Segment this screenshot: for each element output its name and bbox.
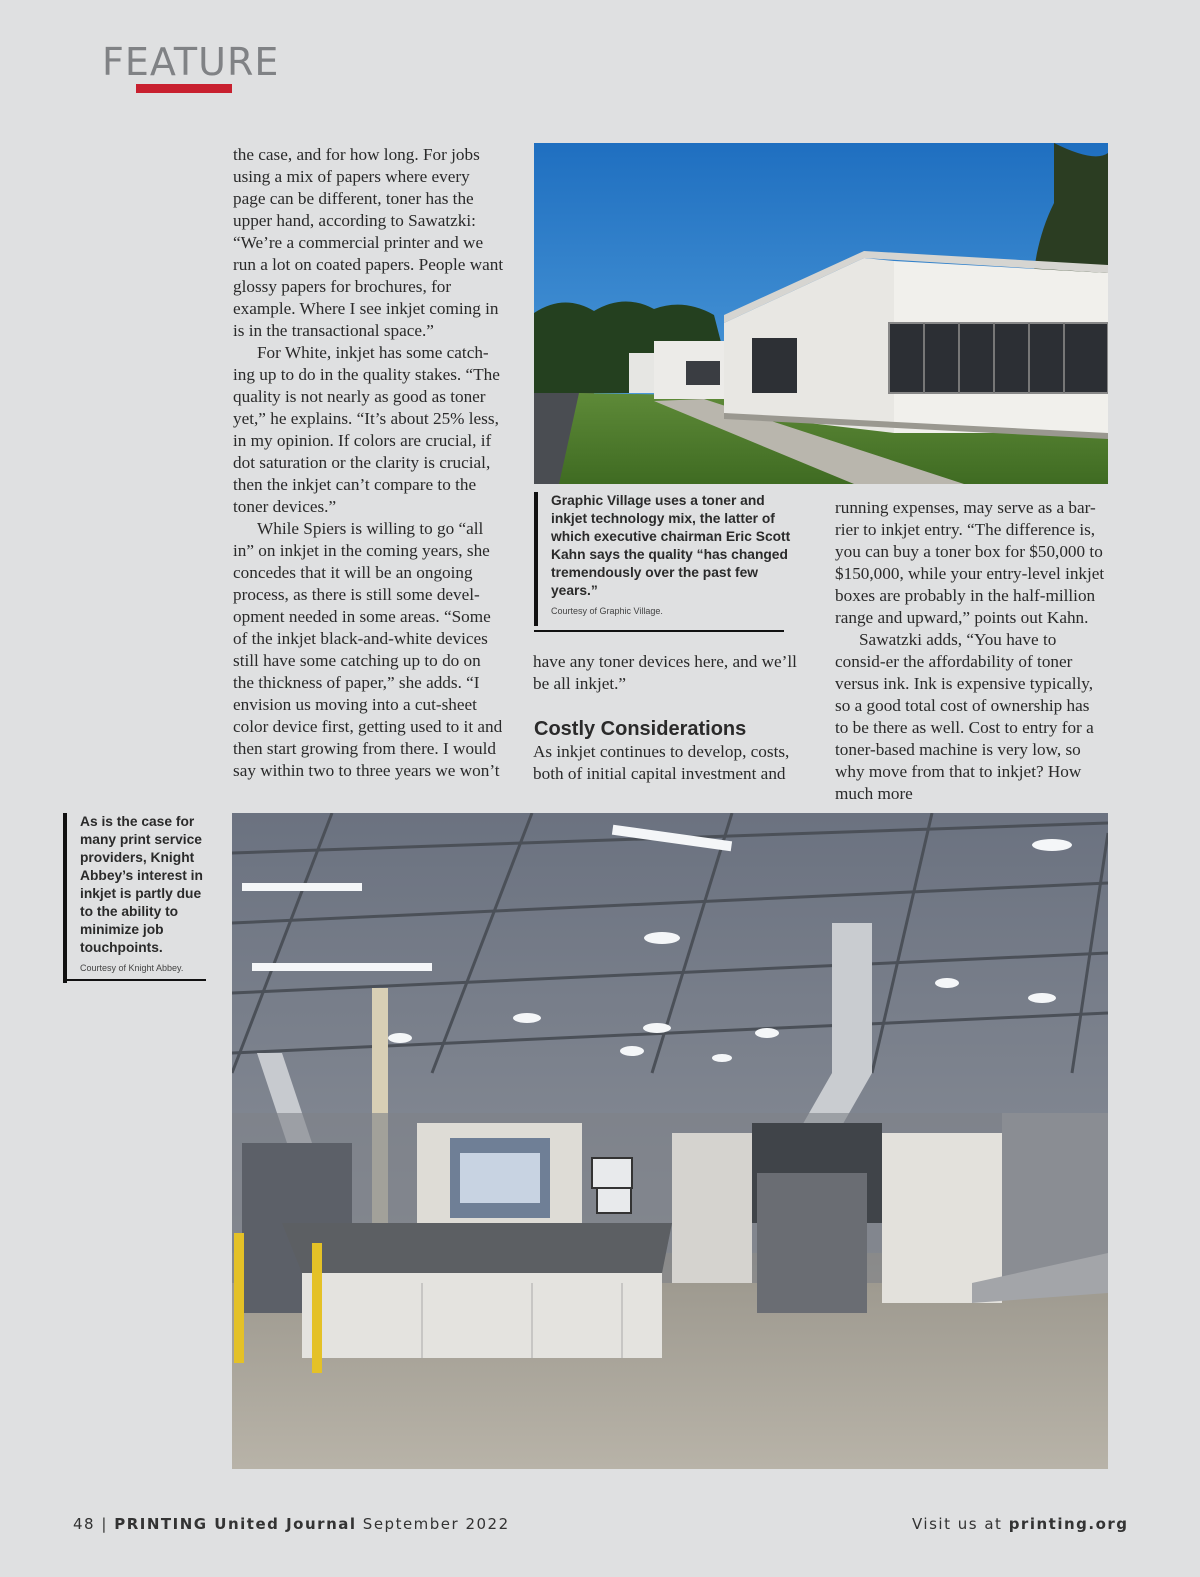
article-column-3 <box>835 497 1107 805</box>
article-column-2 <box>533 651 801 695</box>
photo-credit: Courtesy of Knight Abbey. <box>80 963 184 973</box>
paragraph: As inkjet continues to develop, costs, both of initial capital investment and <box>533 742 790 783</box>
article-column-1 <box>233 144 505 782</box>
page-number: 48 <box>73 1515 96 1533</box>
press-room-photo <box>232 813 1108 1469</box>
photo-caption <box>63 813 208 983</box>
section-label: FEATURE <box>102 40 280 84</box>
paragraph: have any toner devices here, and we’ll be all inkjet.” <box>533 652 797 693</box>
footer-separator: | <box>101 1515 108 1533</box>
paragraph: the case, and for how long. For jobs using a mix of papers where every page can be different, toner has the upper hand, according to Sawatzki: “We’re a commercial printer and we run a lot on coated papers. People want glossy papers for brochures, for example. Where I see inkjet coming in is in the transactional space.” <box>233 145 504 340</box>
caption-text: As is the case for many print service providers, Knight Abbey’s interest in inkjet is partly due to the ability to minimize job touchpoints. <box>80 814 203 955</box>
caption-text: Graphic Village uses a toner and inkjet technology mix, the latter of which executive chairman Eric Scott Kahn says the quality “has changed tremendously over the past few years.” <box>551 493 791 598</box>
caption-rule <box>63 979 206 981</box>
paragraph: While Spiers is willing to go “all in” on inkjet in the coming years, she concedes that it will be an ongoing process, as there is still some devel-opment needed in some areas. “Some of the inkjet black-and-white devices still have some catching up to do on the thickness of paper,” she adds. “I envision us moving into a cut-sheet color device first, getting used to it and then start growing from there. I would say within two to three years we won’t <box>233 519 503 780</box>
section-accent-bar <box>136 84 232 93</box>
website-link[interactable]: printing.org <box>1008 1515 1129 1533</box>
footer-right <box>912 1515 1129 1533</box>
building-exterior-photo <box>534 143 1108 484</box>
subheading: Costly Considerations <box>534 718 747 740</box>
paragraph: For White, inkjet has some catch-ing up to do in the quality stakes. “The quality is not nearly as good as toner yet,” he explains. “It’s about 25% less, in my opinion. If colors are crucial, if dot saturation or the clarity is crucial, then the inkjet can’t compare to the toner devices.” <box>233 343 500 516</box>
visit-label: Visit us at <box>912 1515 1003 1533</box>
issue-date: September 2022 <box>362 1515 510 1533</box>
caption-rule <box>534 630 784 632</box>
footer-left <box>73 1515 510 1533</box>
paragraph: running expenses, may serve as a bar-rier to inkjet entry. “The difference is, you can buy a toner box for $50,000 to $150,000, while your entry-level inkjet boxes are probably in the half-million range and upward,” points out Kahn. <box>835 498 1105 627</box>
photo-caption <box>534 492 797 626</box>
photo-credit: Courtesy of Graphic Village. <box>551 606 663 616</box>
paragraph: Sawatzki adds, “You have to consid-er the affordability of toner versus ink. Ink is expensive typically, so a good total cost of ownership has to be there as well. Cost to entry for a toner-based machine is very low, so why move from that to inkjet? How much more <box>835 630 1094 803</box>
publication-name: PRINTING United Journal <box>114 1515 357 1533</box>
article-column-2-lower <box>533 741 801 785</box>
